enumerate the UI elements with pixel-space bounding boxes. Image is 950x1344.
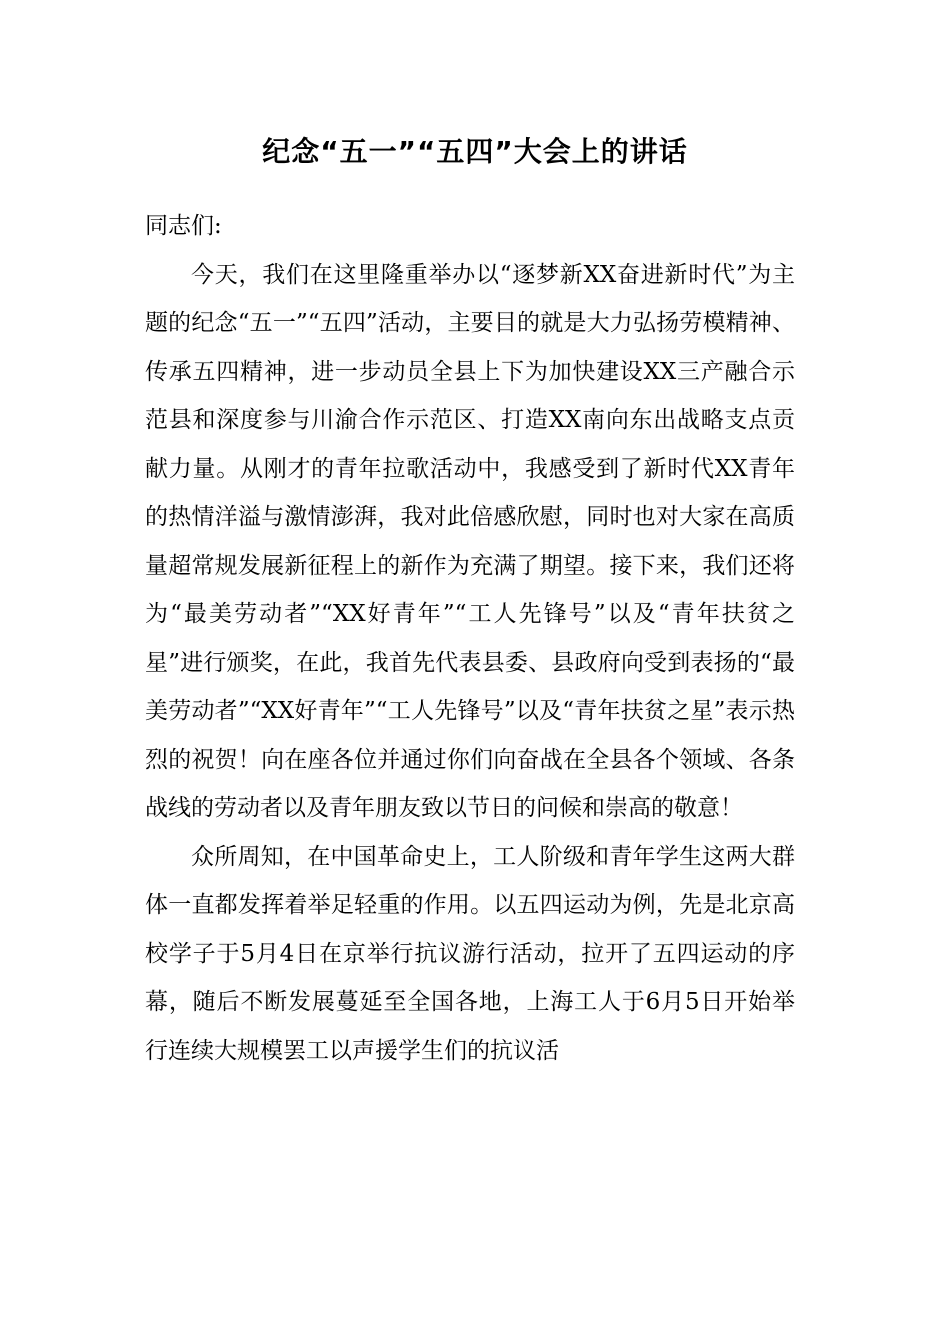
paragraph-1: 今天，我们在这里隆重举办以“逐梦新XX奋进新时代”为主题的纪念“五一”“五四”活动，主要目的就是大力弘扬劳模精神、传承五四精神，进一步动员全县上下为加快建设XX三产融合示范县和深度参与川渝合作示范区、打造XX南向东出战略支点贡献力量。从刚才的青年拉歌活动中，我感受到了新时代XX青年的热情洋溢与激情澎湃，我对此倍感欣慰，同时也对大家在高质量超常规发展新征程上的新作为充满了期望。接下来，我们还将为“最美劳动者”“XX好青年”“工人先锋号”以及“青年扶贫之星”进行颁奖，在此，我首先代表县委、县政府向受到表扬的“最美劳动者”“XX好青年”“工人先锋号”以及“青年扶贫之星”表示热烈的祝贺！向在座各位并通过你们向奋战在全县各个领域、各条战线的劳动者以及青年朋友致以节日的问候和崇高的敬意！ [145,261,795,821]
paragraph-2: 众所周知，在中国革命史上，工人阶级和青年学生这两大群体一直都发挥着举足轻重的作用。以五四运动为例，先是北京高校学子于5月4日在京举行抗议游行活动，拉开了五四运动的序幕，随后不断发展蔓延至全国各地，上海工人于6月5日开始举行连续大规模罢工以声援学生们的抗议活 [145,843,795,1064]
document-title: 纪念“五一”“五四”大会上的讲话 [262,135,688,168]
salutation: 同志们: [145,213,222,239]
document-body [145,202,795,1075]
